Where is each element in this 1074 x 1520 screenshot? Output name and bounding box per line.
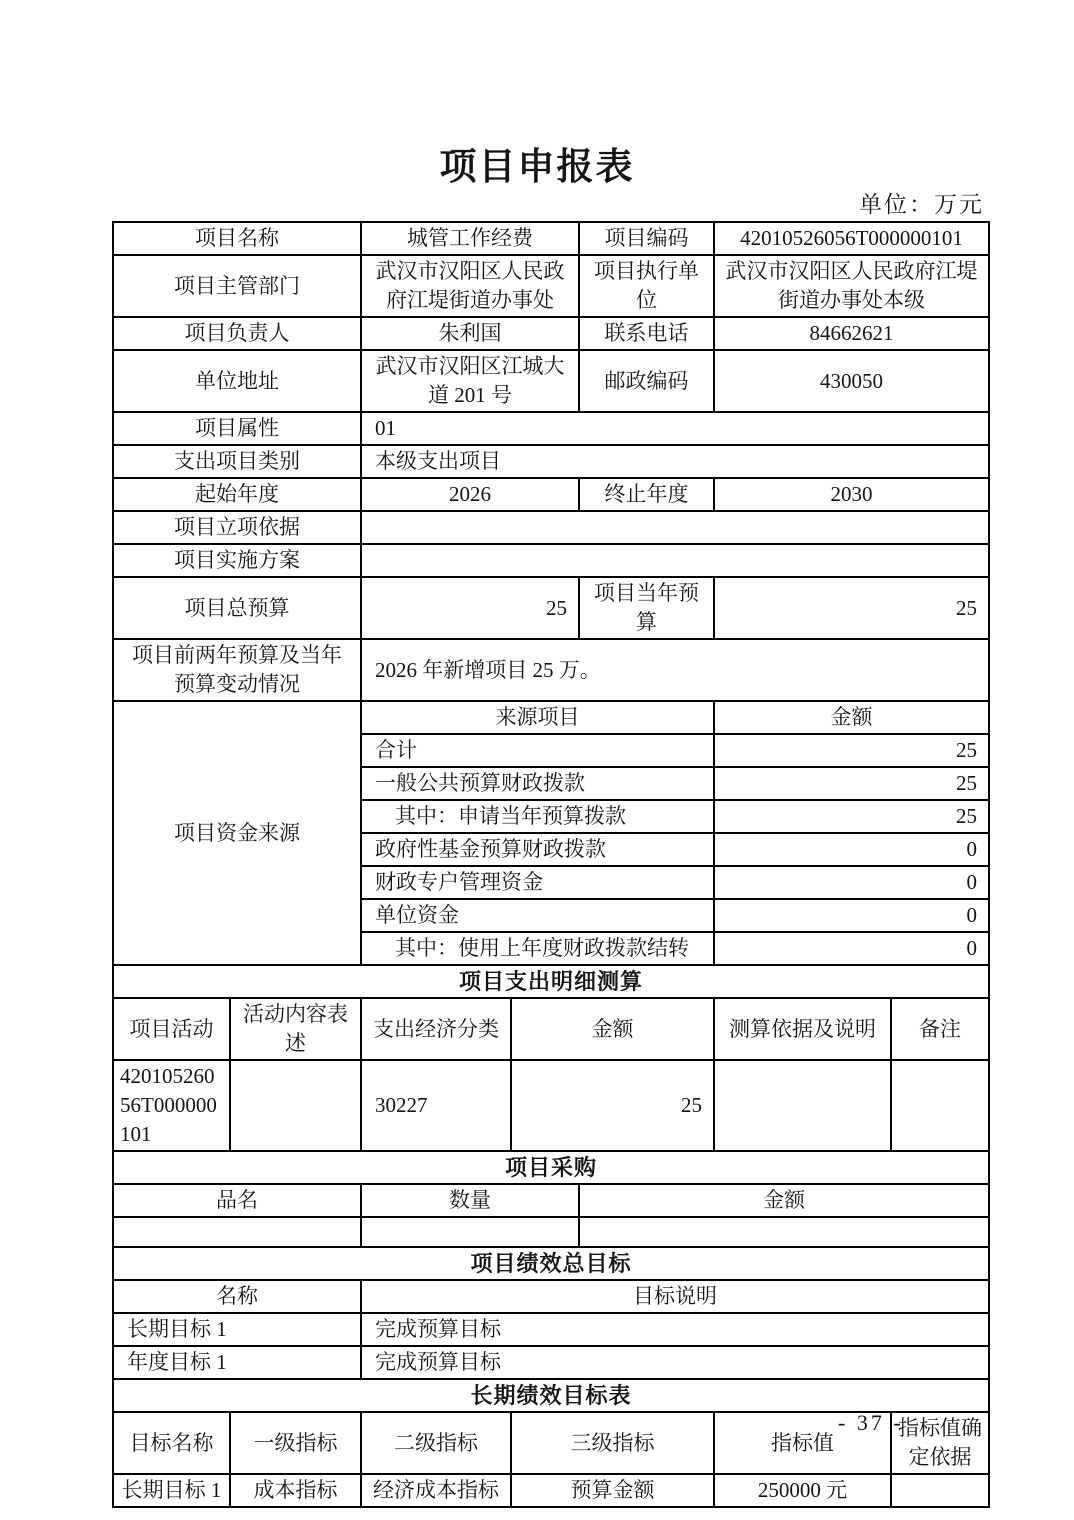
col-header-content: 活动内容表述 — [230, 998, 361, 1060]
budget-change-label: 项目前两年预算及当年预算变动情况 — [113, 639, 361, 701]
col-header-item-name: 品名 — [113, 1184, 361, 1217]
section-title-expenditure: 项目支出明细测算 — [113, 965, 989, 998]
funding-col-source-header: 来源项目 — [361, 701, 714, 734]
note-cell — [891, 1060, 989, 1151]
approval-basis-label: 项目立项依据 — [113, 511, 361, 544]
col-header-activity: 项目活动 — [113, 998, 230, 1060]
contact-phone-value: 84662621 — [714, 317, 989, 350]
unit-address-label: 单位地址 — [113, 350, 361, 412]
funding-amount-cell: 0 — [714, 833, 989, 866]
activity-code-cell: 42010526056T000000101 — [113, 1060, 230, 1151]
expenditure-category-label: 支出项目类别 — [113, 445, 361, 478]
current-year-budget-value: 25 — [714, 577, 989, 639]
goal-name-cell: 年度目标 1 — [113, 1346, 361, 1379]
funding-amount-cell: 25 — [714, 767, 989, 800]
indicator-value-cell: 250000 元 — [714, 1474, 891, 1507]
end-year-label: 终止年度 — [579, 478, 714, 511]
level3-indicator-cell: 预算金额 — [511, 1474, 714, 1507]
expenditure-detail-table — [112, 964, 990, 1152]
level1-indicator-cell: 成本指标 — [230, 1474, 361, 1507]
funding-amount-cell: 0 — [714, 899, 989, 932]
start-year-label: 起始年度 — [113, 478, 361, 511]
item-name-cell — [113, 1217, 361, 1247]
form-tables — [112, 221, 988, 1508]
page-number: - 37 - — [838, 1410, 904, 1435]
col-header-goal-desc: 目标说明 — [361, 1280, 989, 1313]
project-attribute-value: 01 — [361, 412, 989, 445]
current-year-budget-label: 项目当年预算 — [579, 577, 714, 639]
calc-basis-cell — [714, 1060, 891, 1151]
supervisor-dept-label: 项目主管部门 — [113, 255, 361, 317]
funding-source-cell: 其中：使用上年度财政拨款结转 — [361, 932, 714, 965]
project-name-value: 城管工作经费 — [361, 222, 579, 255]
page-title: 项目申报表 — [439, 147, 635, 188]
end-year-value: 2030 — [714, 478, 989, 511]
funding-source-cell: 一般公共预算财政拨款 — [361, 767, 714, 800]
procurement-table — [112, 1150, 990, 1248]
basic-info-table — [112, 221, 990, 702]
col-header-indicator-value: 指标值 — [714, 1412, 891, 1474]
goal-desc-cell: 完成预算目标 — [361, 1313, 989, 1346]
section-title-performance: 项目绩效总目标 — [113, 1247, 989, 1280]
funding-source-cell: 其中：申请当年预算拨款 — [361, 800, 714, 833]
goal-name-cell: 长期目标 1 — [113, 1313, 361, 1346]
funding-amount-cell: 25 — [714, 800, 989, 833]
quantity-cell — [361, 1217, 579, 1247]
value-basis-cell — [891, 1474, 989, 1507]
col-header-basis: 测算依据及说明 — [714, 998, 891, 1060]
level2-indicator-cell: 经济成本指标 — [361, 1474, 511, 1507]
col-header-proc-amount: 金额 — [579, 1184, 989, 1217]
total-budget-value: 25 — [361, 577, 579, 639]
budget-change-value: 2026 年新增项目 25 万。 — [361, 639, 989, 701]
total-budget-label: 项目总预算 — [113, 577, 361, 639]
supervisor-dept-value: 武汉市汉阳区人民政府江堤街道办事处 — [361, 255, 579, 317]
funding-source-cell: 政府性基金预算财政拨款 — [361, 833, 714, 866]
project-leader-label: 项目负责人 — [113, 317, 361, 350]
col-header-category: 支出经济分类 — [361, 998, 511, 1060]
goal-desc-cell: 完成预算目标 — [361, 1346, 989, 1379]
expenditure-amount-cell: 25 — [511, 1060, 714, 1151]
funding-source-label: 项目资金来源 — [113, 701, 361, 965]
project-code-value: 42010526056T000000101 — [714, 222, 989, 255]
section-title-longterm: 长期绩效目标表 — [113, 1379, 989, 1412]
postal-code-label: 邮政编码 — [579, 350, 714, 412]
project-attribute-label: 项目属性 — [113, 412, 361, 445]
funding-amount-cell: 0 — [714, 866, 989, 899]
section-title-procurement: 项目采购 — [113, 1151, 989, 1184]
funding-source-cell: 单位资金 — [361, 899, 714, 932]
performance-goal-table — [112, 1246, 990, 1380]
col-header-level3: 三级指标 — [511, 1412, 714, 1474]
col-header-amount: 金额 — [511, 998, 714, 1060]
project-leader-value: 朱利国 — [361, 317, 579, 350]
project-name-label: 项目名称 — [113, 222, 361, 255]
project-code-label: 项目编码 — [579, 222, 714, 255]
col-header-level1: 一级指标 — [230, 1412, 361, 1474]
col-header-value-basis: 指标值确定依据 — [891, 1412, 989, 1474]
funding-col-amount-header: 金额 — [714, 701, 989, 734]
contact-phone-label: 联系电话 — [579, 317, 714, 350]
executing-unit-value: 武汉市汉阳区人民政府江堤街道办事处本级 — [714, 255, 989, 317]
implementation-plan-value — [361, 544, 989, 577]
funding-amount-cell: 25 — [714, 734, 989, 767]
start-year-value: 2026 — [361, 478, 579, 511]
proc-amount-cell — [579, 1217, 989, 1247]
executing-unit-label: 项目执行单位 — [579, 255, 714, 317]
col-header-goal-name: 名称 — [113, 1280, 361, 1313]
longterm-indicator-table — [112, 1378, 990, 1508]
funding-amount-cell: 0 — [714, 932, 989, 965]
col-header-quantity: 数量 — [361, 1184, 579, 1217]
funding-source-cell: 合计 — [361, 734, 714, 767]
col-header-level2: 二级指标 — [361, 1412, 511, 1474]
col-header-note: 备注 — [891, 998, 989, 1060]
activity-content-cell — [230, 1060, 361, 1151]
economic-category-cell: 30227 — [361, 1060, 511, 1151]
unit-note: 单位：万元 — [859, 192, 984, 217]
col-header-target-name: 目标名称 — [113, 1412, 230, 1474]
postal-code-value: 430050 — [714, 350, 989, 412]
expenditure-category-value: 本级支出项目 — [361, 445, 989, 478]
funding-source-table — [112, 700, 990, 966]
funding-source-cell: 财政专户管理资金 — [361, 866, 714, 899]
implementation-plan-label: 项目实施方案 — [113, 544, 361, 577]
unit-address-value: 武汉市汉阳区江城大道 201 号 — [361, 350, 579, 412]
approval-basis-value — [361, 511, 989, 544]
target-name-cell: 长期目标 1 — [113, 1474, 230, 1507]
